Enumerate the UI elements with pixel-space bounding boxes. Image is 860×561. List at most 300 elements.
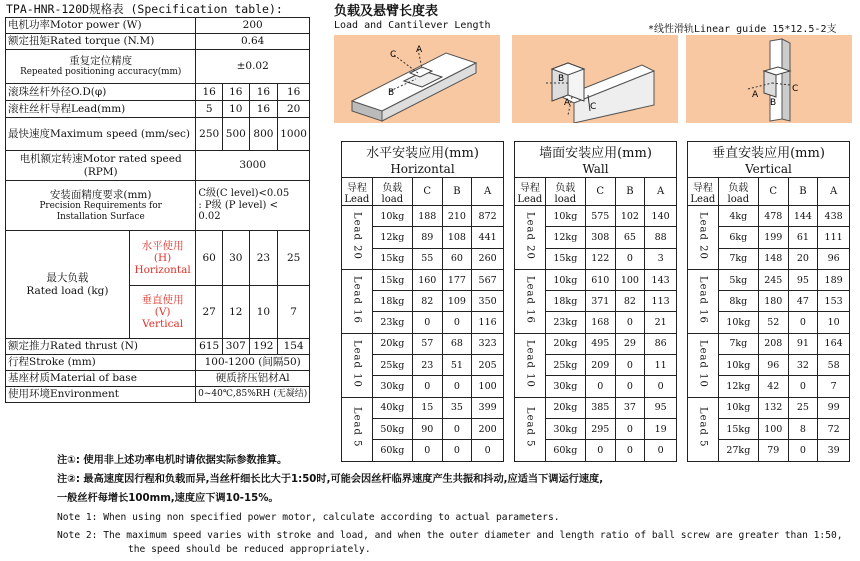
lead-group-cell xyxy=(342,206,373,270)
vertical-mount-illustration xyxy=(686,35,852,123)
lead-group-cell xyxy=(688,333,719,397)
c-cell: 371 xyxy=(585,291,615,312)
load-cell: 30kg xyxy=(545,376,585,397)
col-b-header: B xyxy=(442,178,472,206)
a-cell: 567 xyxy=(472,269,504,290)
load-table-horizontal xyxy=(341,141,504,462)
a-cell: 86 xyxy=(645,333,677,354)
spec-row-rated-torque xyxy=(6,34,310,50)
load-cell: 6kg xyxy=(718,227,758,248)
rated-thrust-value: 192 xyxy=(249,339,278,355)
col-c-header: C xyxy=(412,178,442,206)
load-cell: 10kg xyxy=(372,206,412,227)
b-cell: 0 xyxy=(615,355,645,376)
lead-group-cell xyxy=(688,397,719,461)
lead-group-label: Lead 16 xyxy=(351,275,363,324)
motor-speed-value: 3000 xyxy=(196,151,310,181)
load-cell: 23kg xyxy=(545,312,585,333)
a-cell: 399 xyxy=(472,397,504,418)
ball-od-value: 16 xyxy=(196,84,223,101)
b-cell: 100 xyxy=(615,269,645,290)
b-cell: 29 xyxy=(615,333,645,354)
load-cell: 10kg xyxy=(545,206,585,227)
spec-row-max-speed xyxy=(6,118,310,151)
c-cell: 0 xyxy=(585,376,615,397)
col-c-header: C xyxy=(758,178,788,206)
b-cell: 177 xyxy=(442,269,472,290)
c-cell: 23 xyxy=(412,355,442,376)
ball-od-value: 16 xyxy=(249,84,278,101)
precision-value-line1: C级(C level)<0.05 xyxy=(198,188,290,200)
diagram-label-c: C xyxy=(390,50,397,60)
b-cell: 37 xyxy=(615,397,645,418)
c-cell: 180 xyxy=(758,291,788,312)
c-cell: 245 xyxy=(758,269,788,290)
col-lead-en: Lead xyxy=(690,193,716,205)
repeat-accuracy-label-en: Repeated positioning accuracy(mm) xyxy=(20,67,182,78)
col-lead-cn: 导程 xyxy=(519,182,540,194)
c-cell: 0 xyxy=(412,440,442,461)
b-cell: 8 xyxy=(788,418,818,439)
load-cell: 15kg xyxy=(718,418,758,439)
load-cell: 12kg xyxy=(545,227,585,248)
repeat-accuracy-label-cn: 重复定位精度 xyxy=(69,55,133,68)
horizontal-load-value: 60 xyxy=(196,231,223,286)
load-cell: 18kg xyxy=(372,291,412,312)
b-cell: 0 xyxy=(615,418,645,439)
table-row xyxy=(515,269,677,290)
c-cell: 208 xyxy=(758,333,788,354)
c-cell: 495 xyxy=(585,333,615,354)
spec-row-motor-speed xyxy=(6,151,310,181)
a-cell: 0 xyxy=(472,440,504,461)
motor-power-value: 200 xyxy=(196,18,310,34)
lead-label: 滚柱丝杆导程Lead(mm) xyxy=(6,101,196,118)
load-table-title-en: Horizontal xyxy=(342,161,504,178)
b-cell: 61 xyxy=(788,227,818,248)
col-c-header: C xyxy=(585,178,615,206)
a-cell: 99 xyxy=(818,397,850,418)
b-cell: 51 xyxy=(442,355,472,376)
stroke-value: 100-1200 (间隔50) xyxy=(196,355,310,371)
rated-thrust-label: 额定推力Rated thrust (N) xyxy=(6,339,196,355)
diagram-label-c: C xyxy=(792,84,799,94)
c-cell: 478 xyxy=(758,206,788,227)
vertical-use-cn: 垂直使用 xyxy=(141,293,184,306)
b-cell: 32 xyxy=(788,355,818,376)
environment-label: 使用环境Environment xyxy=(6,387,196,403)
note-en-2: Note 2: The maximum speed varies with stroke and load, and when the outer diameter and length ratio of ball screw are greater than 1:50, xyxy=(57,530,843,541)
spec-row-load-horizontal xyxy=(6,231,310,286)
a-cell: 189 xyxy=(818,269,850,290)
load-cell: 30kg xyxy=(372,376,412,397)
load-cell: 7kg xyxy=(718,333,758,354)
spec-row-base-material xyxy=(6,371,310,387)
b-cell: 25 xyxy=(788,397,818,418)
a-cell: 95 xyxy=(645,397,677,418)
repeat-accuracy-label xyxy=(6,50,196,84)
load-cell: 60kg xyxy=(545,440,585,461)
environment-value: 0~40℃,85%RH (无凝结) xyxy=(196,387,310,403)
lead-group-label: Lead 20 xyxy=(351,212,363,260)
load-cell: 20kg xyxy=(545,333,585,354)
col-lead-cn: 导程 xyxy=(692,182,713,194)
col-lead-en: Lead xyxy=(344,193,370,205)
a-cell: 153 xyxy=(818,291,850,312)
b-cell: 0 xyxy=(615,440,645,461)
a-cell: 441 xyxy=(472,227,504,248)
diagram-label-b: B xyxy=(388,88,395,98)
a-cell: 72 xyxy=(818,418,850,439)
load-cell: 23kg xyxy=(372,312,412,333)
vertical-load-value: 10 xyxy=(249,286,278,339)
spec-row-repeat-accuracy xyxy=(6,50,310,84)
load-table-title-cn: 垂直安装应用(mm) xyxy=(688,142,850,162)
a-cell: 11 xyxy=(645,355,677,376)
ball-od-value: 16 xyxy=(278,84,310,101)
horizontal-use-en: Horizontal xyxy=(134,264,191,277)
lead-group-cell xyxy=(515,269,546,333)
a-cell: 58 xyxy=(818,355,850,376)
load-cell: 20kg xyxy=(545,397,585,418)
a-cell: 205 xyxy=(472,355,504,376)
lead-group-cell xyxy=(515,333,546,397)
load-cell: 27kg xyxy=(718,440,758,461)
a-cell: 200 xyxy=(472,418,504,439)
lead-group-label: Lead 16 xyxy=(524,275,536,324)
b-cell: 47 xyxy=(788,291,818,312)
c-cell: 57 xyxy=(412,333,442,354)
table-row xyxy=(688,269,850,290)
a-cell: 21 xyxy=(645,312,677,333)
rated-torque-value: 0.64 xyxy=(196,34,310,50)
rated-load-label-cn: 最大负载 xyxy=(46,272,89,285)
motor-speed-label xyxy=(6,151,196,181)
b-cell: 91 xyxy=(788,333,818,354)
a-cell: 164 xyxy=(818,333,850,354)
load-table-title-cn: 墙面安装应用(mm) xyxy=(515,142,677,162)
col-load-header xyxy=(718,178,758,206)
col-b-header: B xyxy=(788,178,818,206)
a-cell: 88 xyxy=(645,227,677,248)
a-cell: 350 xyxy=(472,291,504,312)
c-cell: 55 xyxy=(412,248,442,269)
base-material-label: 基座材质Material of base xyxy=(6,371,196,387)
lead-group-label: Lead 5 xyxy=(697,407,709,448)
col-lead-header xyxy=(688,178,719,206)
rated-load-label-en: Rated load (kg) xyxy=(26,284,109,297)
col-load-en: load xyxy=(381,193,404,205)
c-cell: 82 xyxy=(412,291,442,312)
note-en-3: the speed should be reduced appropriately. xyxy=(128,544,371,555)
c-cell: 610 xyxy=(585,269,615,290)
diagram-label-b: B xyxy=(558,74,565,84)
lead-group-label: Lead 10 xyxy=(697,339,709,388)
horizontal-load-value: 30 xyxy=(222,231,249,286)
spec-row-motor-power xyxy=(6,18,310,34)
precision-value xyxy=(196,181,310,231)
c-cell: 90 xyxy=(412,418,442,439)
load-cell: 25kg xyxy=(545,355,585,376)
table-row xyxy=(342,206,504,227)
load-cell: 10kg xyxy=(718,355,758,376)
lead-group-label: Lead 10 xyxy=(351,339,363,388)
a-cell: 0 xyxy=(645,376,677,397)
col-a-header: A xyxy=(818,178,850,206)
b-cell: 0 xyxy=(788,312,818,333)
load-cell: 10kg xyxy=(545,269,585,290)
diagram-label-c: C xyxy=(590,102,597,112)
lead-group-label: Lead 10 xyxy=(524,339,536,388)
rated-thrust-value: 615 xyxy=(196,339,223,355)
col-a-header: A xyxy=(645,178,677,206)
horizontal-load-value: 23 xyxy=(249,231,278,286)
lead-value: 16 xyxy=(249,101,278,118)
lead-group-cell xyxy=(342,333,373,397)
note-cn-3: 一般丝杆每增长100mm,速度应下调10-15%。 xyxy=(57,493,279,504)
a-cell: 96 xyxy=(818,248,850,269)
spec-row-stroke xyxy=(6,355,310,371)
repeat-accuracy-value: ±0.02 xyxy=(196,50,310,84)
horizontal-mount-diagram xyxy=(334,35,500,123)
motor-speed-label-cn: 电机额定转速Motor rated speed xyxy=(19,153,182,166)
ball-od-label: 滚珠丝杆外径O.D(φ) xyxy=(6,84,196,101)
load-cell: 25kg xyxy=(372,355,412,376)
lead-value: 20 xyxy=(278,101,310,118)
col-lead-header xyxy=(342,178,373,206)
load-cell: 10kg xyxy=(718,312,758,333)
note-en-1: Note 1: When using non specified power motor, calculate according to actual parameters. xyxy=(57,512,560,523)
precision-label xyxy=(6,181,196,231)
vertical-load-value: 12 xyxy=(222,286,249,339)
spec-row-rated-thrust xyxy=(6,339,310,355)
a-cell: 140 xyxy=(645,206,677,227)
col-lead-header xyxy=(515,178,546,206)
load-section-subtitle: Load and Cantilever Length xyxy=(334,20,491,31)
precision-value-line2: : P级 (P level) < xyxy=(198,199,278,211)
b-cell: 0 xyxy=(615,312,645,333)
load-cell: 40kg xyxy=(372,397,412,418)
c-cell: 122 xyxy=(585,248,615,269)
load-cell: 15kg xyxy=(545,248,585,269)
b-cell: 0 xyxy=(788,440,818,461)
lead-group-label: Lead 16 xyxy=(697,275,709,324)
c-cell: 148 xyxy=(758,248,788,269)
lead-group-cell xyxy=(342,397,373,461)
c-cell: 132 xyxy=(758,397,788,418)
col-load-header xyxy=(372,178,412,206)
note-cn-1: 注①: 使用非上述功率电机时请依据实际参数推算。 xyxy=(57,455,288,466)
horizontal-mount-illustration xyxy=(334,35,500,123)
vertical-load-value: 7 xyxy=(278,286,310,339)
c-cell: 168 xyxy=(585,312,615,333)
spec-row-environment xyxy=(6,387,310,403)
col-b-header: B xyxy=(615,178,645,206)
vertical-use-en: Vertical xyxy=(142,318,184,331)
b-cell: 95 xyxy=(788,269,818,290)
max-speed-value: 250 xyxy=(196,118,223,151)
spec-row-ball-od xyxy=(6,84,310,101)
diagram-label-a: A xyxy=(752,90,759,100)
c-cell: 100 xyxy=(758,418,788,439)
b-cell: 210 xyxy=(442,206,472,227)
load-cell: 15kg xyxy=(372,248,412,269)
table-row xyxy=(688,206,850,227)
lead-group-label: Lead 20 xyxy=(524,212,536,260)
c-cell: 209 xyxy=(585,355,615,376)
lead-group-cell xyxy=(688,206,719,270)
b-cell: 20 xyxy=(788,248,818,269)
horizontal-load-value: 25 xyxy=(278,231,310,286)
c-cell: 52 xyxy=(758,312,788,333)
c-cell: 96 xyxy=(758,355,788,376)
table-row xyxy=(342,269,504,290)
load-cell: 7kg xyxy=(718,248,758,269)
c-cell: 0 xyxy=(412,312,442,333)
vertical-use-label xyxy=(129,286,196,339)
b-cell: 0 xyxy=(442,418,472,439)
horizontal-use-cn: 水平使用 xyxy=(141,239,184,252)
load-table-wall xyxy=(514,141,677,462)
table-row xyxy=(515,397,677,418)
lead-group-cell xyxy=(342,269,373,333)
table-row xyxy=(515,206,677,227)
c-cell: 79 xyxy=(758,440,788,461)
load-cell: 30kg xyxy=(545,418,585,439)
wall-mount-illustration xyxy=(512,35,678,123)
horizontal-use-label xyxy=(129,231,196,286)
a-cell: 872 xyxy=(472,206,504,227)
rated-thrust-value: 307 xyxy=(222,339,249,355)
precision-label-en2: Installation Surface xyxy=(56,211,145,222)
load-cell: 18kg xyxy=(545,291,585,312)
a-cell: 260 xyxy=(472,248,504,269)
lead-group-cell xyxy=(515,397,546,461)
a-cell: 7 xyxy=(818,376,850,397)
linear-guide-note: *线性滑轨Linear guide 15*12.5-2支 xyxy=(648,24,837,35)
rated-thrust-value: 154 xyxy=(278,339,310,355)
a-cell: 19 xyxy=(645,418,677,439)
spec-row-precision xyxy=(6,181,310,231)
b-cell: 68 xyxy=(442,333,472,354)
spec-row-lead xyxy=(6,101,310,118)
a-cell: 0 xyxy=(645,440,677,461)
col-lead-en: Lead xyxy=(517,193,543,205)
a-cell: 10 xyxy=(818,312,850,333)
load-cell: 12kg xyxy=(718,376,758,397)
a-cell: 100 xyxy=(472,376,504,397)
horizontal-use-mid: (H) xyxy=(153,251,172,264)
table-row xyxy=(688,397,850,418)
a-cell: 116 xyxy=(472,312,504,333)
rated-torque-label: 额定扭矩Rated torque (N.M) xyxy=(6,34,196,50)
load-table-vertical xyxy=(687,141,850,462)
wall-mount-diagram xyxy=(512,35,678,123)
col-load-en: load xyxy=(727,193,750,205)
load-cell: 10kg xyxy=(718,397,758,418)
load-cell: 4kg xyxy=(718,206,758,227)
rated-load-label xyxy=(6,231,130,339)
precision-label-en1: Precision Requirements for xyxy=(39,201,162,212)
note-cn-2: 注②: 最高速度因行程和负载而异,当丝杆细长比大于1:50时,可能会因丝杆临界速度产生共振和抖动,应适当下调运行速度, xyxy=(57,474,604,485)
c-cell: 42 xyxy=(758,376,788,397)
col-load-header xyxy=(545,178,585,206)
col-a-header: A xyxy=(472,178,504,206)
b-cell: 109 xyxy=(442,291,472,312)
b-cell: 0 xyxy=(442,376,472,397)
a-cell: 3 xyxy=(645,248,677,269)
spec-title: TPA-HNR-120D规格表 (Specification table): xyxy=(6,2,283,16)
load-table-title-en: Wall xyxy=(515,161,677,178)
c-cell: 295 xyxy=(585,418,615,439)
load-table-title-cn: 水平安装应用(mm) xyxy=(342,142,504,162)
diagram-label-b: B xyxy=(770,98,777,108)
b-cell: 82 xyxy=(615,291,645,312)
b-cell: 0 xyxy=(615,248,645,269)
load-cell: 8kg xyxy=(718,291,758,312)
diagram-label-a: A xyxy=(564,98,571,108)
c-cell: 15 xyxy=(412,397,442,418)
table-row xyxy=(342,397,504,418)
load-cell: 60kg xyxy=(372,440,412,461)
vertical-mount-diagram xyxy=(686,35,852,123)
max-speed-label: 最快速度Maximum speed (mm/sec) xyxy=(6,118,196,151)
c-cell: 160 xyxy=(412,269,442,290)
c-cell: 188 xyxy=(412,206,442,227)
b-cell: 60 xyxy=(442,248,472,269)
a-cell: 111 xyxy=(818,227,850,248)
load-section-title: 负载及悬臂长度表 xyxy=(334,4,439,19)
load-cell: 50kg xyxy=(372,418,412,439)
load-cell: 20kg xyxy=(372,333,412,354)
base-material-value: 硬质挤压铝材Al xyxy=(196,371,310,387)
b-cell: 0 xyxy=(442,312,472,333)
vertical-load-value: 27 xyxy=(196,286,223,339)
motor-speed-label-en: (RPM) xyxy=(83,165,118,178)
b-cell: 0 xyxy=(442,440,472,461)
a-cell: 113 xyxy=(645,291,677,312)
b-cell: 108 xyxy=(442,227,472,248)
c-cell: 0 xyxy=(585,440,615,461)
col-load-cn: 负载 xyxy=(728,182,749,194)
max-speed-value: 500 xyxy=(222,118,249,151)
lead-group-label: Lead 20 xyxy=(697,212,709,260)
b-cell: 35 xyxy=(442,397,472,418)
vertical-use-mid: (V) xyxy=(154,305,171,318)
col-load-cn: 负载 xyxy=(555,182,576,194)
lead-value: 10 xyxy=(222,101,249,118)
max-speed-value: 1000 xyxy=(278,118,310,151)
precision-label-cn: 安装面精度要求(mm) xyxy=(49,189,152,202)
lead-group-label: Lead 5 xyxy=(524,407,536,448)
load-cell: 12kg xyxy=(372,227,412,248)
a-cell: 438 xyxy=(818,206,850,227)
spec-table xyxy=(5,17,310,403)
c-cell: 0 xyxy=(412,376,442,397)
a-cell: 143 xyxy=(645,269,677,290)
b-cell: 65 xyxy=(615,227,645,248)
motor-power-label: 电机功率Motor power (W) xyxy=(6,18,196,34)
load-table-title-en: Vertical xyxy=(688,161,850,178)
table-row xyxy=(515,333,677,354)
a-cell: 323 xyxy=(472,333,504,354)
lead-group-label: Lead 5 xyxy=(351,407,363,448)
diagram-label-a: A xyxy=(416,45,423,55)
col-load-en: load xyxy=(554,193,577,205)
c-cell: 385 xyxy=(585,397,615,418)
lead-value: 5 xyxy=(196,101,223,118)
b-cell: 144 xyxy=(788,206,818,227)
